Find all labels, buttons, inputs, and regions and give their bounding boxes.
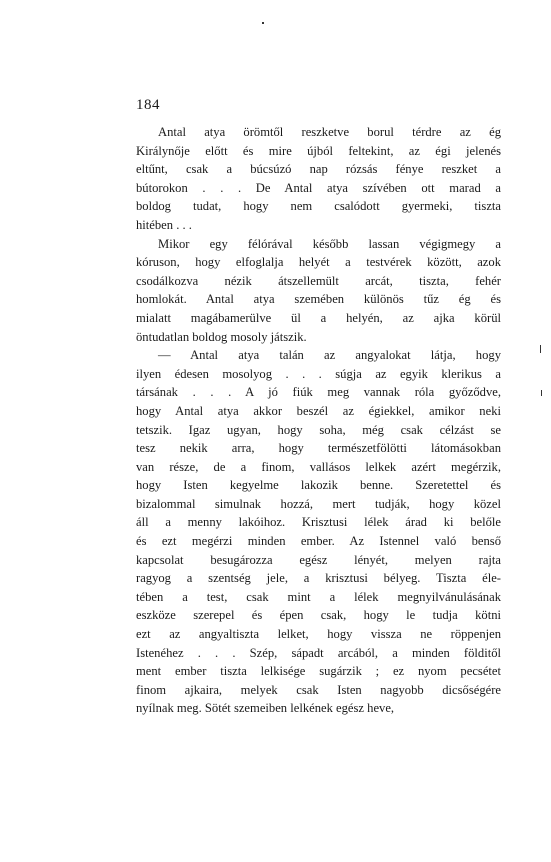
text-line: mialatt magábamerülve ül a helyén, az ajka körül (136, 310, 501, 325)
text-line: van része, de a finom, vallásos lelkek azért megérzik, (136, 459, 501, 474)
text-line: eltűnt, csak a búcsúzó nap rózsás fénye reszket a (136, 162, 501, 177)
text-line: társának . . . A jó fiúk meg vannak róla győződve, (136, 385, 501, 400)
paragraph (136, 235, 501, 347)
text-line: tetszik. Igaz ugyan, hogy soha, még csak célzást se (136, 422, 501, 437)
paragraph (136, 346, 501, 718)
text-line: csodálkozva nézik átszellemült arcát, tiszta, fehér (136, 273, 501, 288)
text-line: homlokát. Antal atya szemében különös tűz ég és (136, 292, 501, 307)
text-line: finom ajkaira, melyek csak Isten nagyobb dicsőségére (136, 682, 501, 697)
text-line: hogy Isten kegyelme lakozik benne. Szeretettel és (136, 478, 501, 493)
text-line: bútorokon . . . De Antal atya szívében ott marad a (136, 180, 501, 195)
text-line: ezt az angyaltiszta lelket, hogy vissza ne röppenjen (136, 627, 501, 642)
scan-speck (541, 390, 542, 396)
text-line: tében a test, csak mint a lélek megnyilvánulásának (136, 589, 501, 604)
text-line: tesz nekik arra, hogy természetfölötti látomásokban (136, 441, 501, 456)
text-line: kapcsolat besugározza egész lényét, melyen rajta (136, 552, 501, 567)
text-line: hitében . . . (136, 217, 192, 232)
body-text (136, 123, 501, 718)
text-line: öntudatlan boldog mosoly játszik. (136, 329, 307, 344)
text-line: áll a menny lakóihoz. Krisztusi lélek árad ki belőle (136, 515, 501, 530)
text-line: ragyog a szentség jele, a krisztusi bélyeg. Tiszta éle- (136, 571, 501, 586)
text-line: Mikor egy félórával később lassan végigmegy a (158, 236, 501, 251)
text-line: Antal atya örömtől reszketve borul térdre az ég (158, 125, 501, 139)
text-line: kóruson, hogy elfoglalja helyét a testvérek között, azok (136, 255, 501, 270)
text-line: boldog tudat, hogy nem csalódott gyermeki, tiszta (136, 199, 501, 214)
text-line: Istenéhez . . . Szép, sápadt arcából, a minden földitől (136, 645, 501, 660)
text-line: nyílnak meg. Sötét szemeiben lelkének egész heve, (136, 701, 395, 716)
text-line: ilyen édesen mosolyog . . . súgja az egyik klerikus a (136, 366, 501, 381)
page-number: 184 (136, 97, 160, 113)
scan-speck (540, 345, 541, 353)
text-line: ment ember tiszta lelkisége sugárzik ; ez nyom pecsétet (136, 664, 501, 679)
text-line: Királynője előtt és mire újból feltekint, az égi jelenés (136, 143, 501, 158)
paragraph (136, 123, 501, 235)
scan-speck (262, 22, 264, 24)
text-line: és ezt megérzi minden ember. Az Istennel való benső (136, 534, 501, 549)
text-line: eszköze szerepel és épen csak, hogy le tudja kötni (136, 608, 501, 623)
text-line: bizalommal simulnak hozzá, mert tudják, hogy közel (136, 496, 501, 511)
text-line: — Antal atya talán az angyalokat látja, hogy (158, 348, 501, 363)
text-line: hogy Antal atya akkor beszél az égiekkel, amikor neki (136, 403, 501, 418)
